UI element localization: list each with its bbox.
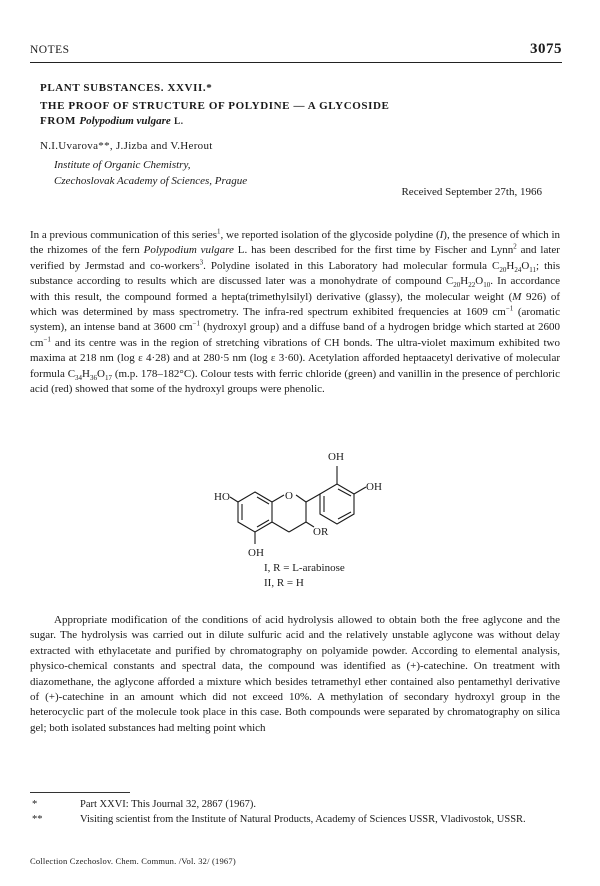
article-title xyxy=(40,99,560,129)
page-number: 3075 xyxy=(530,41,562,57)
label-ho-left: HO xyxy=(214,491,230,503)
received-date: Received September 27th, 1966 xyxy=(401,186,542,198)
title-line-2 xyxy=(40,114,560,129)
affiliation xyxy=(54,157,247,189)
authors: N.I.Uvarova**, J.Jizba and V.Herout xyxy=(40,140,213,152)
label-or: OR xyxy=(313,526,329,538)
title-suffix: L. xyxy=(174,116,184,126)
structure-legend xyxy=(264,561,345,591)
label-oh-right: OH xyxy=(366,481,382,493)
footnote-mark: ** xyxy=(32,814,43,825)
section-label: NOTES xyxy=(30,44,70,56)
label-oh-bottom: OH xyxy=(248,547,264,559)
title-species: Polypodium vulgare xyxy=(79,115,171,127)
footnote-text: Part XXVI: This Journal 32, 2867 (1967). xyxy=(80,799,256,810)
label-ring-oxygen: O xyxy=(285,490,293,502)
running-header xyxy=(30,41,562,60)
series-title: PLANT SUBSTANCES. XXVII.* xyxy=(40,82,213,94)
title-line-1: THE PROOF OF STRUCTURE OF POLYDINE — A GLYCOSIDE xyxy=(40,100,390,112)
footnote-mark: * xyxy=(32,799,38,810)
label-oh-top: OH xyxy=(328,451,344,463)
affiliation-line-1: Institute of Organic Chemistry, xyxy=(54,159,191,171)
legend-compound-I: I, R = L-arabinose xyxy=(264,562,345,574)
affiliation-line-2: Czechoslovak Academy of Sciences, Prague xyxy=(54,175,248,187)
catechin-structure-diagram xyxy=(200,444,400,564)
header-rule xyxy=(30,62,562,63)
footnote-rule xyxy=(30,792,130,793)
footnote-2 xyxy=(30,813,560,843)
title-prefix: FROM xyxy=(40,115,77,127)
legend-compound-II: II, R = H xyxy=(264,577,304,589)
paragraph-1: In a previous communication of this series$^1$, we reported isolation of the glycoside polydine (I), the presence of which in the rhizomes of the fern Polypodium vulgare L. has been described for the first time by Fischer and Lynn$^2$ and later verified by Jermstad and co-workers$^3$. Polydine isolated in this Laboratory had molecular formula $C_{20}H_{24}O_{11}$; this substance according to results which are discussed later was a monohydrate of compound $C_{20}H_{22}O_{10}$. In accordance with this result, the compound formed a hepta(trimethylsilyl) derivative (glassy), the molecular weight (M 926) of which was determined by mass spectrometry. The infra-red spectrum exhibited frequencies at 1609 $cm^{-1}$ (aromatic system), an intense band at 3600 $cm^{-1}$ (hydroxyl group) and a diffuse band of a hydrogen bridge which started at 2600 $cm^{-1}$ and its centre was in the region of stretching vibrations of CH bonds. The ultra-violet maximum exhibited two maxima at 218 nm (log ε 4·28) and at 280·5 nm (log ε 3·60). Acetylation afforded heptaacetyl derivative of molecular formula $C_{34}H_{36}O_{17}$ (m.p. 178–182°C). Colour tests with ferric chloride (green) and vanillin in the presence of perchloric acid (red) showed that some of the hydroxyl groups were phenolic. xyxy=(30,227,561,396)
journal-footer: Collection Czechoslov. Chem. Commun. /Vol. 32/ (1967) xyxy=(30,856,236,866)
structure-bonds xyxy=(230,466,366,544)
footnote-1 xyxy=(30,798,560,812)
paragraph-2: Appropriate modification of the conditions of acid hydrolysis allowed to obtain both the free aglycone and the sugar. The hydrolysis was carried out in dilute sulfuric acid and the relatively unstable aglycone was without delay extracted with ethylacetate and purified by chromatography on polyamide powder. According to elemental analysis, physico-chemical constants and spectral data, the compound was identified as (+)-catechine. On treatment with diazomethane, the aglycone afforded a mixture which besides tetramethyl ether contained also pentamethyl derivative of (+)-catechine in an amount which did not exceed 10%. A methylation of secondary hydroxyl group in the heterocyclic part of the molecule took place in this case. Both compounds were separated by chromatography on silica gel; both isolated substances had melting point which xyxy=(30,614,560,734)
footnote-text: Visiting scientist from the Institute of Natural Products, Academy of Sciences USSR, Vladivostok, USSR. xyxy=(80,814,526,825)
